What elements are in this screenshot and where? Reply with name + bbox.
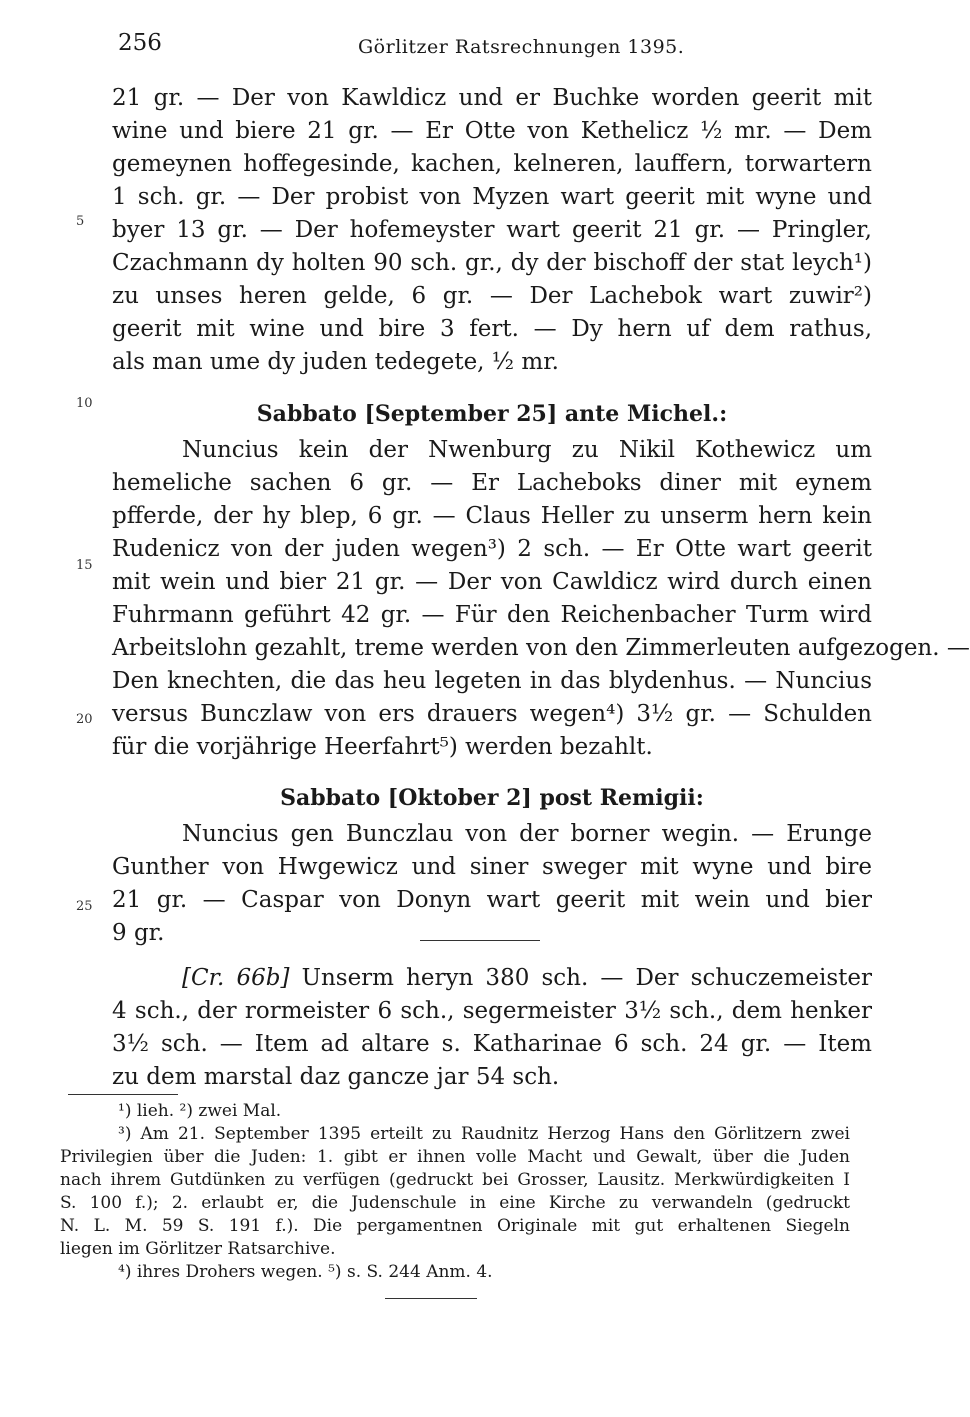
text-line <box>112 962 872 995</box>
footnote-rule <box>68 1094 178 1095</box>
section-heading: Sabbato [Oktober 2] post Remigii: <box>280 785 704 811</box>
text-line: Gunther von Hwgewicz und siner sweger mit wyne und bire <box>112 854 872 880</box>
text-line: zu unses heren gelde, 6 gr. — Der Lachebok wart zuwir²) <box>112 283 872 309</box>
footnotes <box>60 1100 850 1284</box>
text-line: Den knechten, die das heu legeten in das blydenhus. — Nuncius <box>112 668 872 694</box>
footnote-line: ¹) lieh. ²) zwei Mal. <box>118 1101 282 1121</box>
section-oktober <box>112 778 872 950</box>
text-line: 21 gr. — Caspar von Donyn wart geerit mit wein und bier <box>112 887 872 913</box>
text-line: 9 gr. <box>112 920 165 946</box>
text-line: 1 sch. gr. — Der probist von Myzen wart geerit mit wyne und <box>112 184 872 210</box>
text-line: 21 gr. — Der von Kawldicz und er Buchke worden geerit mit <box>112 85 872 111</box>
text-line: Rudenicz von der juden wegen³) 2 sch. — Er Otte wart geerit <box>112 536 872 562</box>
line-number-20: 20 <box>76 712 93 727</box>
text-line: geerit mit wine und bire 3 fert. — Dy hern uf dem rathus, <box>112 316 872 342</box>
footnote-line: ³) Am 21. September 1395 erteilt zu Raudnitz Herzog Hans den Görlitzern zwei <box>118 1124 850 1144</box>
section-september <box>112 394 970 764</box>
footnote-line: nach ihrem Gutdünken zu verfügen (gedruckt bei Grosser, Lausitz. Merkwürdigkeiten I <box>60 1170 850 1190</box>
text-line: wine und biere 21 gr. — Er Otte von Kethelicz ½ mr. — Dem <box>112 118 872 144</box>
footnote-line: Privilegien über die Juden: 1. gibt er ihnen volle Macht und Gewalt, über die Juden <box>60 1147 850 1167</box>
line-number-10: 10 <box>76 396 93 411</box>
text-line: byer 13 gr. — Der hofemeyster wart geerit 21 gr. — Pringler, <box>112 217 872 243</box>
footnote-line: ⁴) ihres Drohers wegen. ⁵) s. S. 244 Anm. 4. <box>118 1262 493 1282</box>
text-line: für die vorjährige Heerfahrt⁵) werden bezahlt. <box>112 734 653 760</box>
text-line: als man ume dy juden tedegete, ½ mr. <box>112 349 559 375</box>
text-line: mit wein und bier 21 gr. — Der von Cawldicz wird durch einen <box>112 569 872 595</box>
line-number-15: 15 <box>76 558 93 573</box>
section-payments <box>112 962 872 1094</box>
text-line: pfferde, der hy blep, 6 gr. — Claus Heller zu unserm hern kein <box>112 503 872 529</box>
text-line: 3½ sch. — Item ad altare s. Katharinae 6 sch. 24 gr. — Item <box>112 1031 872 1057</box>
text-line: hemeliche sachen 6 gr. — Er Lacheboks diner mit eynem <box>112 470 872 496</box>
running-title: Görlitzer Ratsrechnungen 1395. <box>358 36 685 58</box>
line-number-5: 5 <box>76 214 85 229</box>
text-line: Czachmann dy holten 90 sch. gr., dy der bischoff der stat leych¹) <box>112 250 872 276</box>
text-line-rest: Unserm heryn 380 sch. — Der schuczemeister <box>301 965 873 991</box>
section-heading: Sabbato [September 25] ante Michel.: <box>256 401 728 427</box>
text-line: Fuhrmann geführt 42 gr. — Für den Reichenbacher Turm wird <box>112 602 872 628</box>
text-line: 4 sch., der rormeister 6 sch., segermeister 3½ sch., dem henker <box>112 998 872 1024</box>
end-rule <box>385 1298 477 1299</box>
text-line: zu dem marstal daz gancze jar 54 sch. <box>112 1064 560 1090</box>
text-line: gemeynen hoffegesinde, kachen, kelneren, lauffern, torwartern <box>112 151 872 177</box>
section-divider <box>420 940 540 941</box>
page-number: 256 <box>118 30 162 56</box>
line-number-25: 25 <box>76 899 93 914</box>
paragraph-continued <box>112 82 872 379</box>
text-line: Arbeitslohn gezahlt, treme werden von den Zimmerleuten aufgezogen. — <box>112 635 970 661</box>
footnote-line: liegen im Görlitzer Ratsarchive. <box>60 1239 336 1259</box>
text-line: versus Bunczlaw von ers drauers wegen⁴) 3½ gr. — Schulden <box>112 701 872 727</box>
page-header <box>118 30 878 70</box>
footnote-line: N. L. M. 59 S. 191 f.). Die pergamentnen Originale mit gut erhaltenen Siegeln <box>60 1216 850 1236</box>
folio-marker: [Cr. 66b] <box>182 965 290 991</box>
text-line: Nuncius gen Bunczlau von der borner wegin. — Erunge <box>182 821 872 847</box>
footnote-line: S. 100 f.); 2. erlaubt er, die Judenschule in eine Kirche zu verwandeln (gedruckt <box>60 1193 850 1213</box>
text-line: Nuncius kein der Nwenburg zu Nikil Kothewicz um <box>182 437 872 463</box>
